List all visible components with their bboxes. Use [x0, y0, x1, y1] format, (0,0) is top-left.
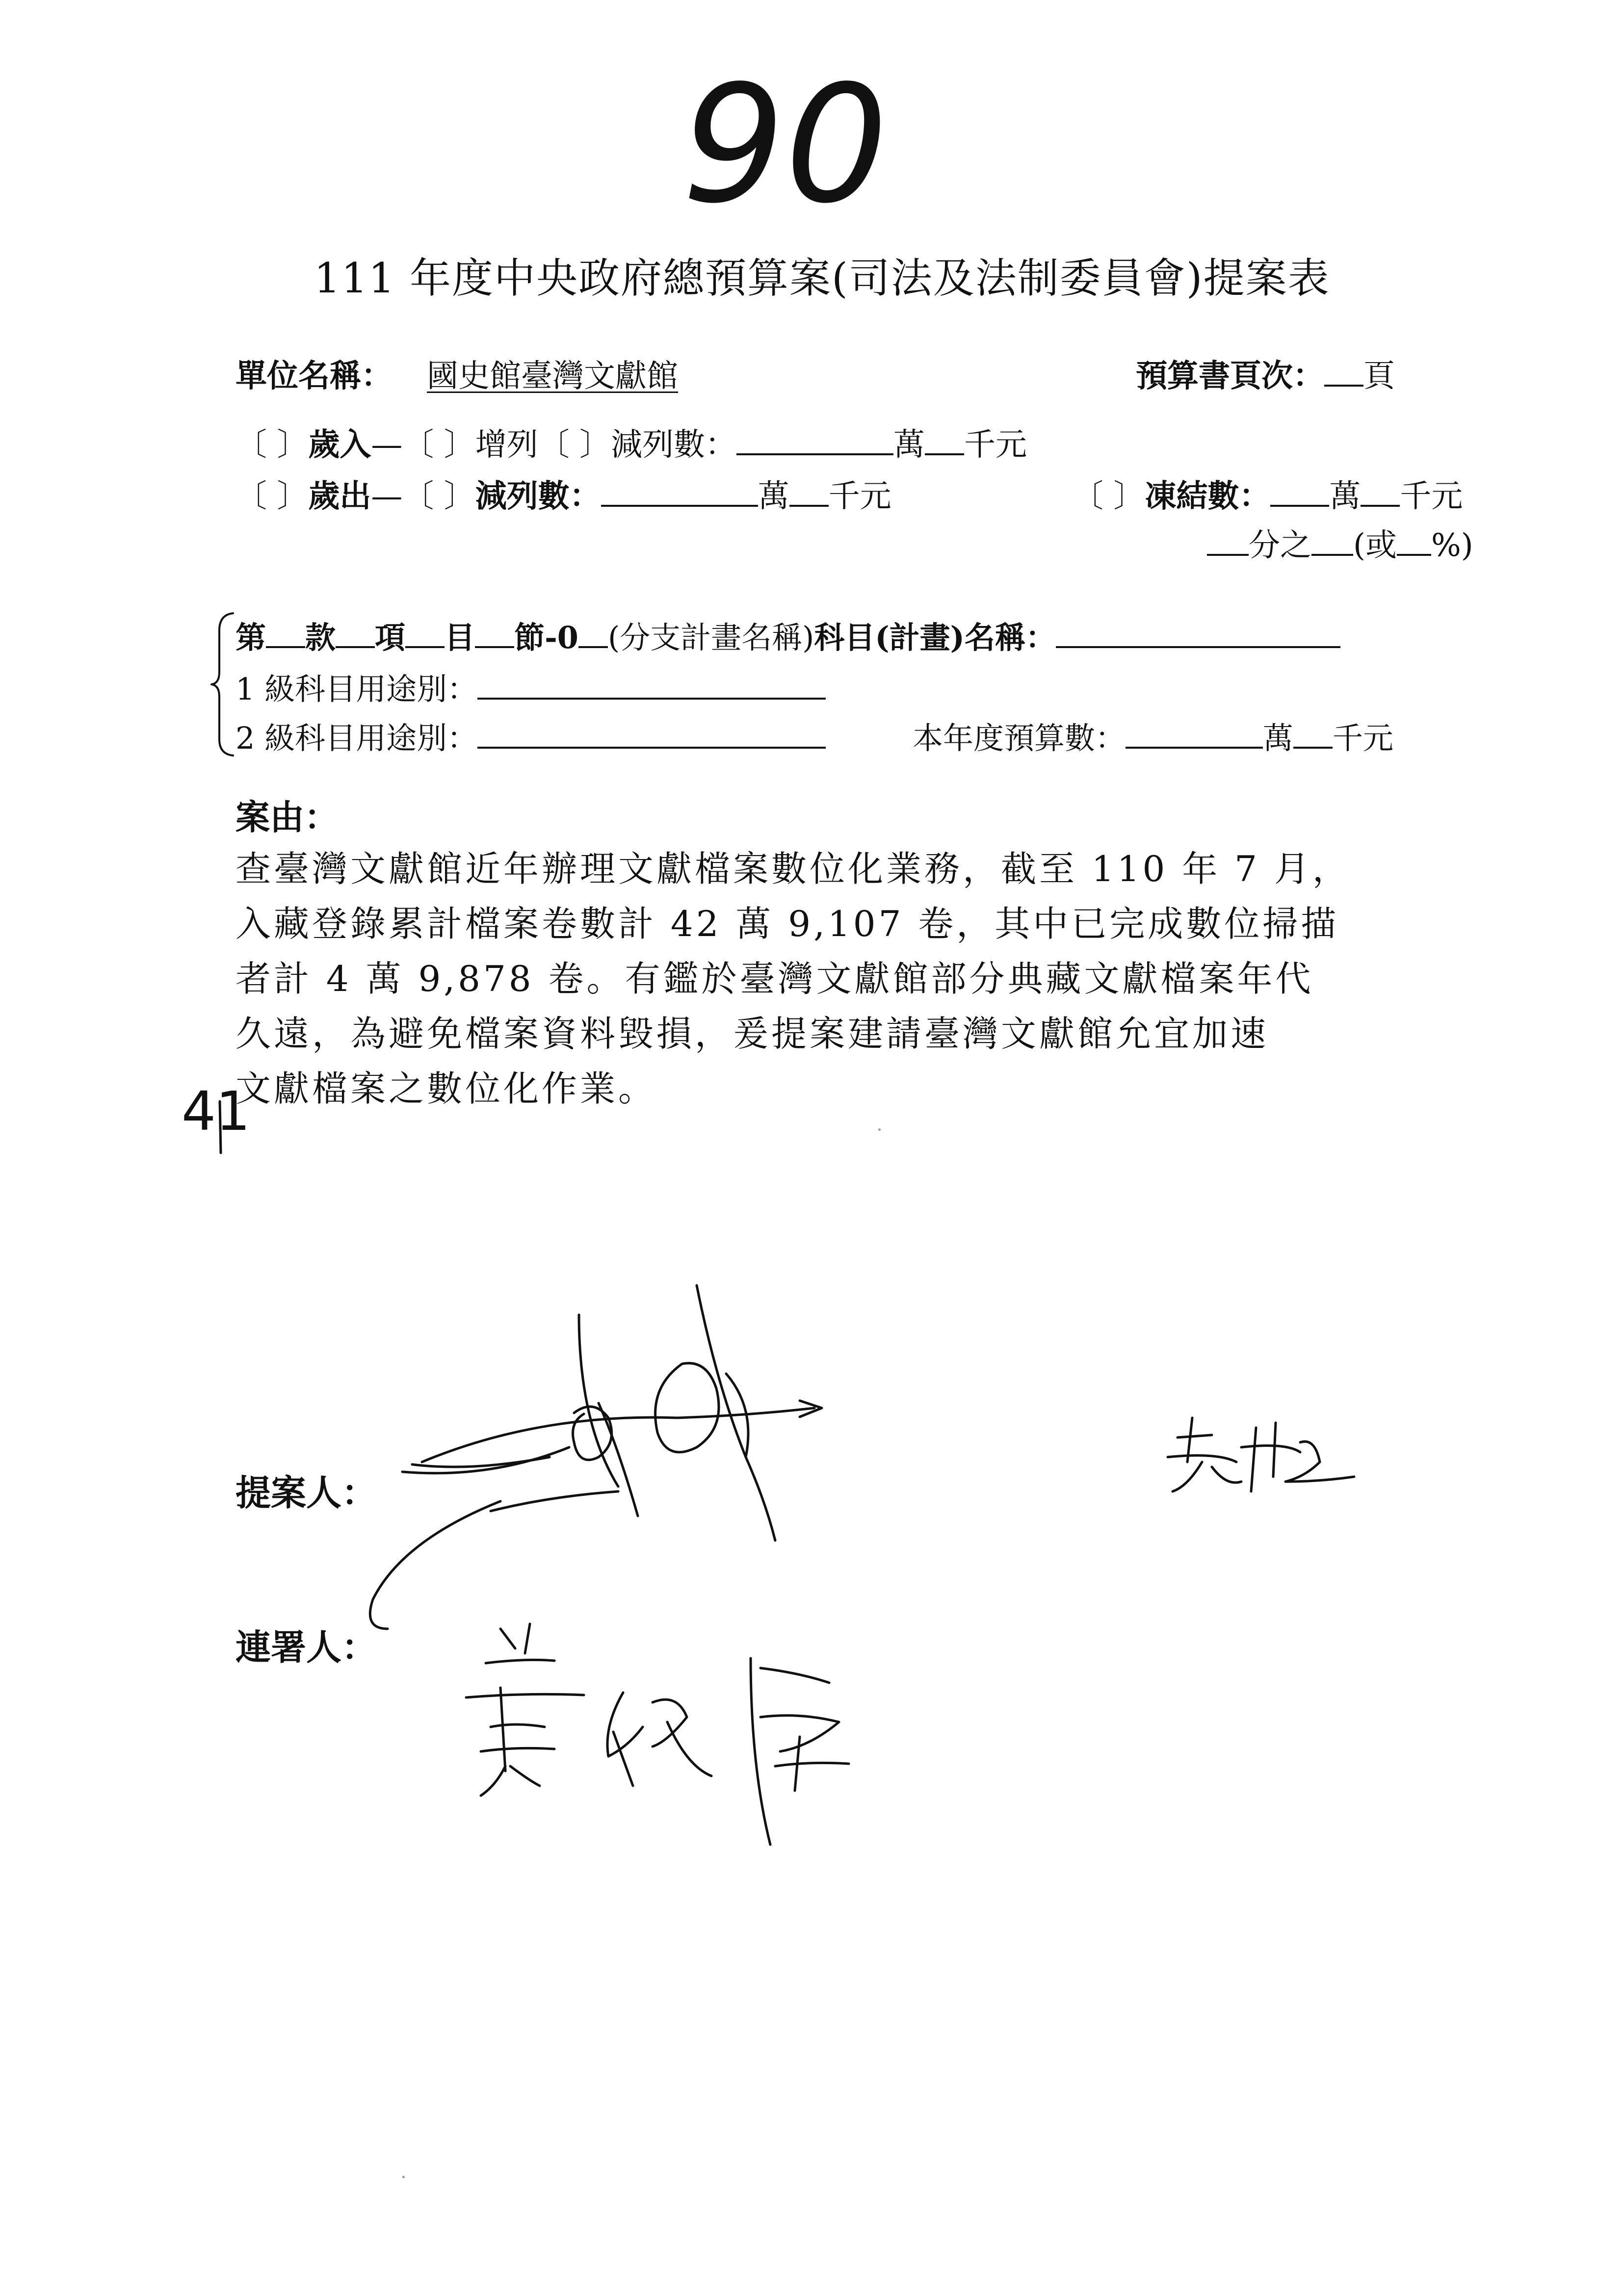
annual-budget-qian: 千元 — [1333, 720, 1394, 756]
expense-wan: 萬 — [758, 478, 789, 515]
level1-label: 1 級科目用途別： — [236, 671, 478, 707]
kuan-blank — [266, 646, 305, 648]
expense-label: 歲出 — [308, 478, 371, 515]
reason-line: 入藏登錄累計檔案卷數計 42 萬 9,107 卷，其中已完成數位掃描 — [236, 903, 1339, 944]
level2-blank — [477, 746, 826, 749]
subject-kuan: 款 — [305, 620, 336, 655]
reason-line: 文獻檔案之數位化作業。 — [236, 1068, 657, 1109]
annual-budget-label: 本年度預算數： — [913, 720, 1126, 756]
proposer-signature-right — [1158, 1408, 1364, 1506]
subject-di: 第 — [236, 620, 266, 655]
cosigner-label: 連署人： — [236, 1626, 377, 1668]
level1-blank — [477, 697, 826, 700]
margin-mark — [216, 1099, 226, 1158]
revenue-checkbox: 〔 〕 — [236, 427, 309, 463]
subject-line — [236, 613, 1340, 657]
reason-line: 查臺灣文獻館近年辦理文獻檔案數位化業務，截至 110 年 7 月， — [236, 848, 1351, 889]
mu-blank — [405, 646, 445, 648]
revenue-qian: 千元 — [964, 427, 1027, 463]
expense-decrease-checkbox: 〔 〕 — [402, 478, 475, 515]
scan-speck — [402, 2176, 405, 2178]
freeze-qian-blank — [1361, 504, 1400, 507]
fraction-percent: %) — [1431, 527, 1473, 564]
annual-budget-field — [913, 714, 1393, 757]
revenue-decrease-label: 減列數： — [611, 427, 737, 463]
percent-blank — [1397, 553, 1431, 556]
subject-jie: 節-0 — [514, 620, 578, 655]
jie-blank — [475, 646, 514, 648]
revenue-line — [236, 419, 1027, 465]
expense-qian: 千元 — [828, 478, 891, 515]
level2-label: 2 級科目用途別： — [236, 720, 478, 756]
revenue-amount-blank — [736, 453, 893, 455]
margin-number: 41 — [182, 1080, 250, 1143]
fraction-label: 分之 — [1249, 527, 1311, 564]
revenue-decrease-checkbox: 〔 〕 — [538, 427, 611, 463]
freeze-checkbox: 〔 〕 — [1072, 478, 1145, 515]
revenue-label: 歲入 — [308, 426, 371, 463]
budget-page-blank — [1324, 384, 1363, 387]
annual-budget-qian-blank — [1293, 746, 1333, 749]
expense-line — [236, 471, 891, 516]
fraction-numerator-blank — [1311, 553, 1353, 556]
unit-label: 單位名稱： — [236, 358, 393, 394]
reason-body — [236, 841, 1351, 1116]
xiang-blank — [336, 646, 375, 648]
subject-mu: 目 — [445, 620, 475, 655]
proposer-signature — [343, 1285, 932, 1629]
level1-line — [236, 665, 826, 708]
fraction-or: (或 — [1353, 527, 1397, 564]
freeze-wan: 萬 — [1329, 478, 1361, 515]
subject-brace — [209, 611, 238, 758]
expense-decrease-label: 減列數： — [475, 478, 601, 515]
expense-dash: — — [371, 478, 403, 515]
fraction-denominator-blank — [1207, 553, 1249, 556]
annual-budget-blank — [1126, 746, 1263, 749]
proposer-label: 提案人： — [236, 1472, 377, 1513]
annual-budget-wan: 萬 — [1263, 720, 1294, 756]
subject-xiang: 項 — [375, 620, 406, 655]
expense-amount-blank — [601, 504, 758, 507]
revenue-dash: — — [371, 427, 403, 463]
level2-line — [236, 714, 826, 757]
cosigner-signature — [456, 1619, 898, 1864]
subject-plan: (分支計畫名稱) — [607, 620, 814, 655]
expense-qian-blank — [789, 504, 829, 507]
page-title: 111 年度中央政府總預算案(司法及法制委員會)提案表 — [314, 254, 1330, 302]
budget-page-label: 預算書頁次： — [1136, 358, 1324, 394]
unit-value: 國史館臺灣文獻館 — [427, 358, 678, 394]
freeze-amount-blank — [1270, 504, 1329, 507]
reason-line: 久遠，為避免檔案資料毀損，爰提案建請臺灣文獻館允宜加速 — [236, 1013, 1269, 1054]
freeze-qian: 千元 — [1400, 478, 1463, 515]
plan-blank — [578, 646, 608, 648]
scan-speck — [878, 1128, 881, 1131]
revenue-increase-checkbox: 〔 〕 — [402, 427, 475, 463]
reason-line: 者計 4 萬 9,878 卷。有鑑於臺灣文獻館部分典藏文獻檔案年代 — [236, 958, 1314, 999]
freeze-label: 凍結數： — [1145, 478, 1271, 515]
revenue-wan: 萬 — [893, 427, 925, 463]
freeze-field — [1072, 471, 1463, 516]
subject-name-label: 科目(計畫)名稱： — [814, 620, 1056, 655]
expense-checkbox: 〔 〕 — [236, 478, 309, 515]
budget-page-field — [1136, 351, 1395, 396]
revenue-qian-blank — [925, 453, 964, 455]
reason-label: 案由： — [236, 797, 339, 837]
page-number: 90 — [682, 51, 888, 239]
revenue-increase-label: 增列 — [475, 427, 538, 463]
subject-name-blank — [1056, 646, 1340, 648]
fraction-field — [1207, 520, 1473, 565]
budget-page-unit: 頁 — [1363, 358, 1395, 394]
